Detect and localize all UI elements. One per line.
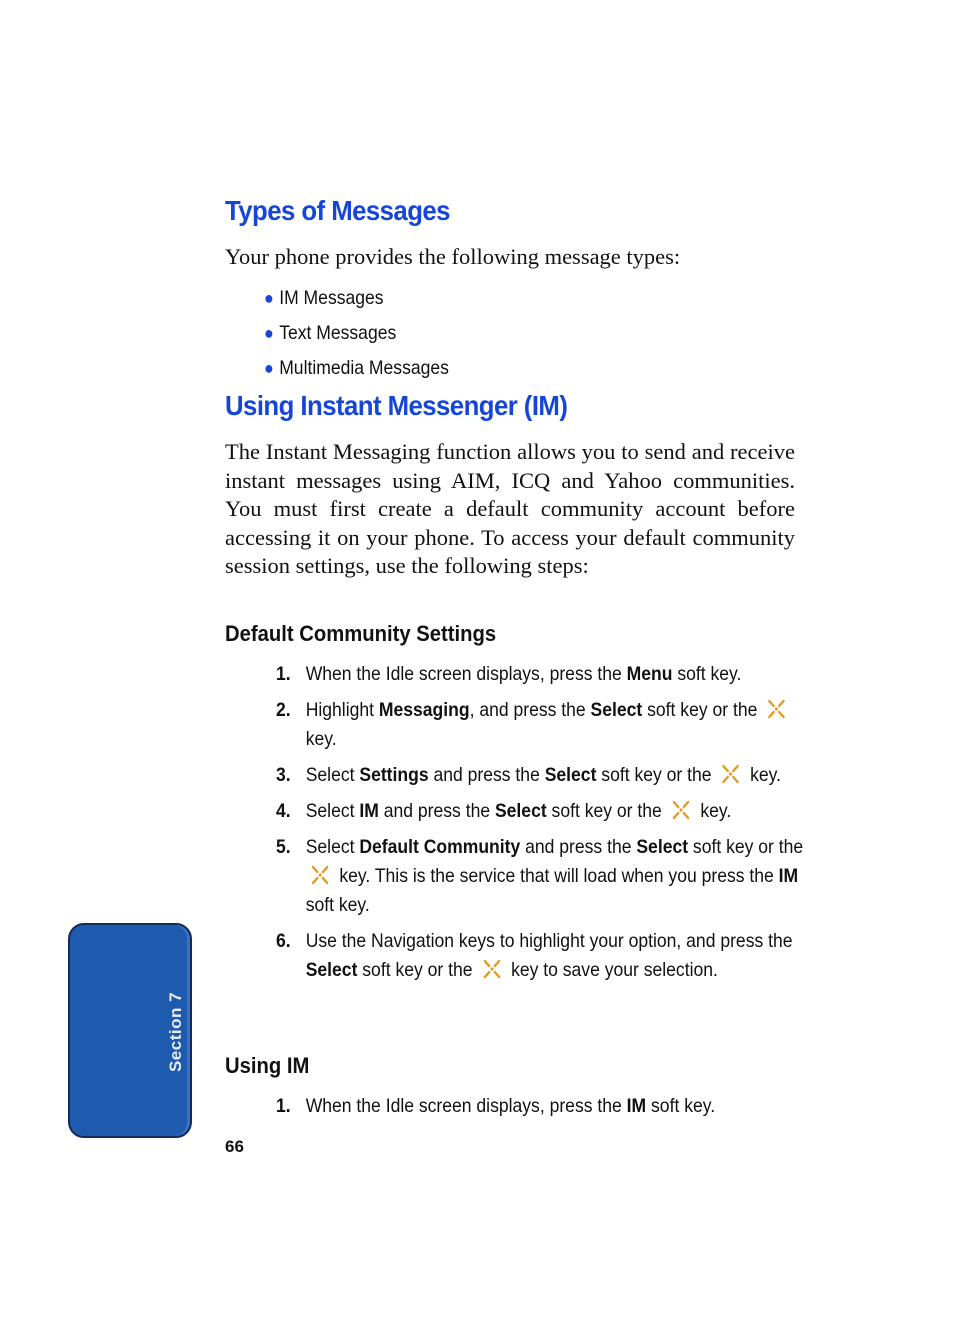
heading-types-of-messages: Types of Messages	[225, 195, 450, 226]
heading-default-community-settings: Default Community Settings	[225, 621, 497, 646]
ok-key-icon	[482, 958, 502, 980]
step-2: 2. Highlight Messaging, and press the Select soft key or the key.	[276, 696, 805, 754]
page-number: 66	[225, 1137, 244, 1156]
bullet-dot: ●	[264, 288, 274, 308]
ok-key-icon	[671, 799, 691, 821]
ok-key-icon	[310, 864, 330, 886]
step-1: 1. When the Idle screen displays, press the Menu soft key.	[276, 663, 742, 685]
section-tab-label: Section 7	[166, 991, 185, 1073]
step-1: 1. When the Idle screen displays, press the IM soft key.	[276, 1095, 716, 1117]
list-item: ● Text Messages	[264, 322, 397, 344]
ok-key-icon	[767, 698, 787, 720]
im-description: The Instant Messaging function allows you to send and receive instant messages using AIM, ICQ and Yahoo communities. You must first create a default community account before accessing it on your phone. To access your default community session settings, use the following steps:	[225, 439, 795, 579]
list-item: ● Multimedia Messages	[264, 357, 449, 379]
bullet-dot: ●	[264, 323, 274, 343]
step-4: 4. Select IM and press the Select soft key or the key.	[276, 800, 732, 822]
step-3: 3. Select Settings and press the Select soft key or the key.	[276, 764, 781, 786]
using-im-steps	[276, 1092, 864, 1128]
list-item: ● IM Messages	[264, 287, 384, 309]
heading-using-instant-messenger: Using Instant Messenger (IM)	[225, 390, 568, 421]
ok-key-icon	[721, 763, 741, 785]
step-6: 6. Use the Navigation keys to highlight your option, and press the Select soft key or the key to save your selection.	[276, 930, 793, 981]
heading-using-im: Using IM	[225, 1053, 310, 1078]
bullet-dot: ●	[264, 358, 274, 378]
types-intro: Your phone provides the following message types:	[225, 244, 681, 269]
default-settings-steps	[276, 660, 864, 992]
message-types-list	[264, 284, 469, 389]
step-5: 5. Select Default Community and press the Select soft key or the key. This is the service that will load when you press the IM soft key.	[276, 836, 804, 916]
